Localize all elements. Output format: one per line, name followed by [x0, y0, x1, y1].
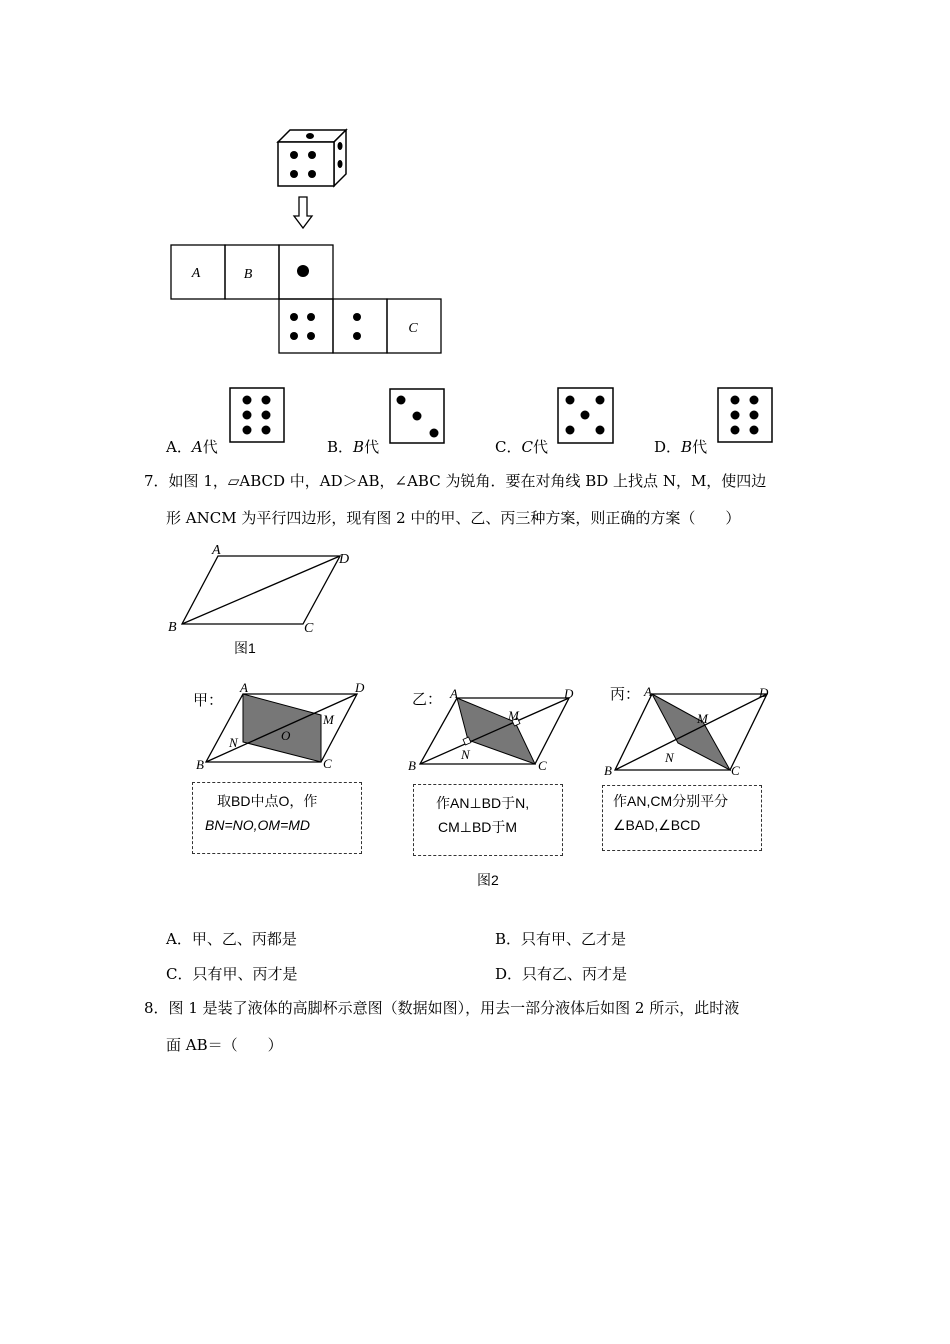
option-label: C． [495, 438, 522, 456]
die-face-five-icon [557, 387, 614, 444]
option-suffix: 代 [692, 438, 708, 456]
panel-yi-method-box [413, 784, 563, 856]
method-line1: 取BD中点O，作 [217, 793, 318, 809]
panel-bing-tag: 丙： [610, 686, 641, 703]
label-b: B [604, 763, 612, 776]
option-label: D． [654, 438, 682, 456]
q7-figure-1 [160, 540, 370, 660]
die-face-three-icon [389, 388, 445, 444]
method-line1: 作AN⊥BD于N, [436, 795, 530, 811]
panel-yi-tag: 乙： [412, 691, 443, 708]
q6-option-b[interactable] [327, 436, 379, 457]
vertex-c: C [304, 621, 314, 636]
vertex-d: D [339, 552, 350, 567]
method-line2: ∠BAD,∠BCD [613, 817, 701, 833]
option-label: B． [495, 930, 522, 948]
q8-stem-line1 [144, 997, 739, 1019]
label-m: M [697, 711, 708, 726]
method-line2: CM⊥BD于M [438, 819, 518, 835]
question-text: 图 1 是装了液体的高脚杯示意图（数据如图），用去一部分液体后如图 2 所示，此时液 [168, 999, 740, 1017]
vertex-b: B [168, 620, 177, 635]
q7-option-d[interactable] [495, 963, 627, 984]
net-label-c: C [408, 321, 418, 336]
q7-figure-2-bing [598, 676, 788, 776]
option-text: 只有乙、丙才是 [522, 965, 628, 983]
net-label-a: A [191, 266, 201, 281]
option-letter: B [681, 438, 693, 456]
label-m: M [508, 708, 519, 723]
option-suffix: 代 [532, 438, 548, 456]
q7-stem-line2: 形 ANCM 为平行四边形，现有图 2 中的甲、乙、丙三种方案，则正确的方案（ ） [166, 509, 741, 527]
q7-option-b[interactable] [495, 928, 626, 949]
method-line2: BN=NO,OM=MD [205, 817, 311, 833]
dice-cube-figure [268, 124, 348, 194]
option-label: A． [166, 438, 192, 456]
option-text: 只有甲、乙才是 [521, 930, 627, 948]
q7-figure-2-yi [402, 676, 592, 776]
option-text: 甲、乙、丙都是 [191, 930, 297, 948]
label-d: D [564, 686, 574, 701]
q6-option-a[interactable] [166, 436, 218, 457]
q6-option-c[interactable] [495, 436, 548, 457]
label-m: M [323, 712, 334, 727]
label-d: D [759, 685, 769, 700]
q8-stem-line2: 面 AB＝（ ） [166, 1036, 283, 1054]
label-a: A [240, 680, 248, 695]
q7-option-c[interactable] [166, 963, 298, 984]
label-c: C [323, 756, 332, 771]
q7-figure-2-jia [192, 676, 382, 776]
q7-stem-line1 [144, 470, 766, 492]
option-label: A． [166, 930, 192, 948]
label-b: B [196, 757, 204, 772]
method-line1: 作AN,CM分别平分 [613, 793, 729, 809]
down-arrow-icon [292, 196, 314, 230]
option-letter: A [191, 438, 203, 456]
dice-net-figure [168, 242, 442, 356]
option-letter: B [353, 438, 365, 456]
net-label-b: B [243, 267, 253, 282]
q7-option-a[interactable] [166, 928, 297, 949]
label-c: C [538, 758, 547, 773]
label-a: A [450, 686, 458, 701]
vertex-a: A [212, 543, 221, 558]
option-suffix: 代 [364, 438, 380, 456]
figure-2-caption: 图2 [477, 872, 499, 888]
label-n: N [665, 750, 674, 765]
figure-1-caption: 图1 [234, 640, 256, 656]
option-label: C． [166, 965, 193, 983]
option-text: 只有甲、丙才是 [192, 965, 298, 983]
label-n: N [229, 735, 238, 750]
label-a: A [644, 684, 652, 699]
panel-bing-method-box [602, 785, 762, 851]
question-number: 8． [144, 999, 169, 1017]
die-face-six-icon [229, 387, 285, 443]
panel-jia-tag: 甲： [193, 692, 224, 709]
die-face-six-icon [717, 387, 773, 443]
label-d: D [355, 680, 365, 695]
panel-jia-method-box [192, 782, 362, 854]
option-label: B． [327, 438, 354, 456]
q6-option-d[interactable] [654, 436, 707, 457]
question-number: 7． [144, 472, 169, 490]
option-suffix: 代 [202, 438, 218, 456]
label-o: O [281, 728, 291, 743]
label-n: N [461, 747, 470, 762]
option-label: D． [495, 965, 523, 983]
option-letter: C [521, 438, 533, 456]
question-text: 如图 1，▱ABCD 中，AD＞AB，∠ABC 为锐角．要在对角线 BD 上找点 N，M，使四边 [168, 472, 767, 490]
label-b: B [408, 758, 416, 773]
label-c: C [731, 763, 740, 776]
